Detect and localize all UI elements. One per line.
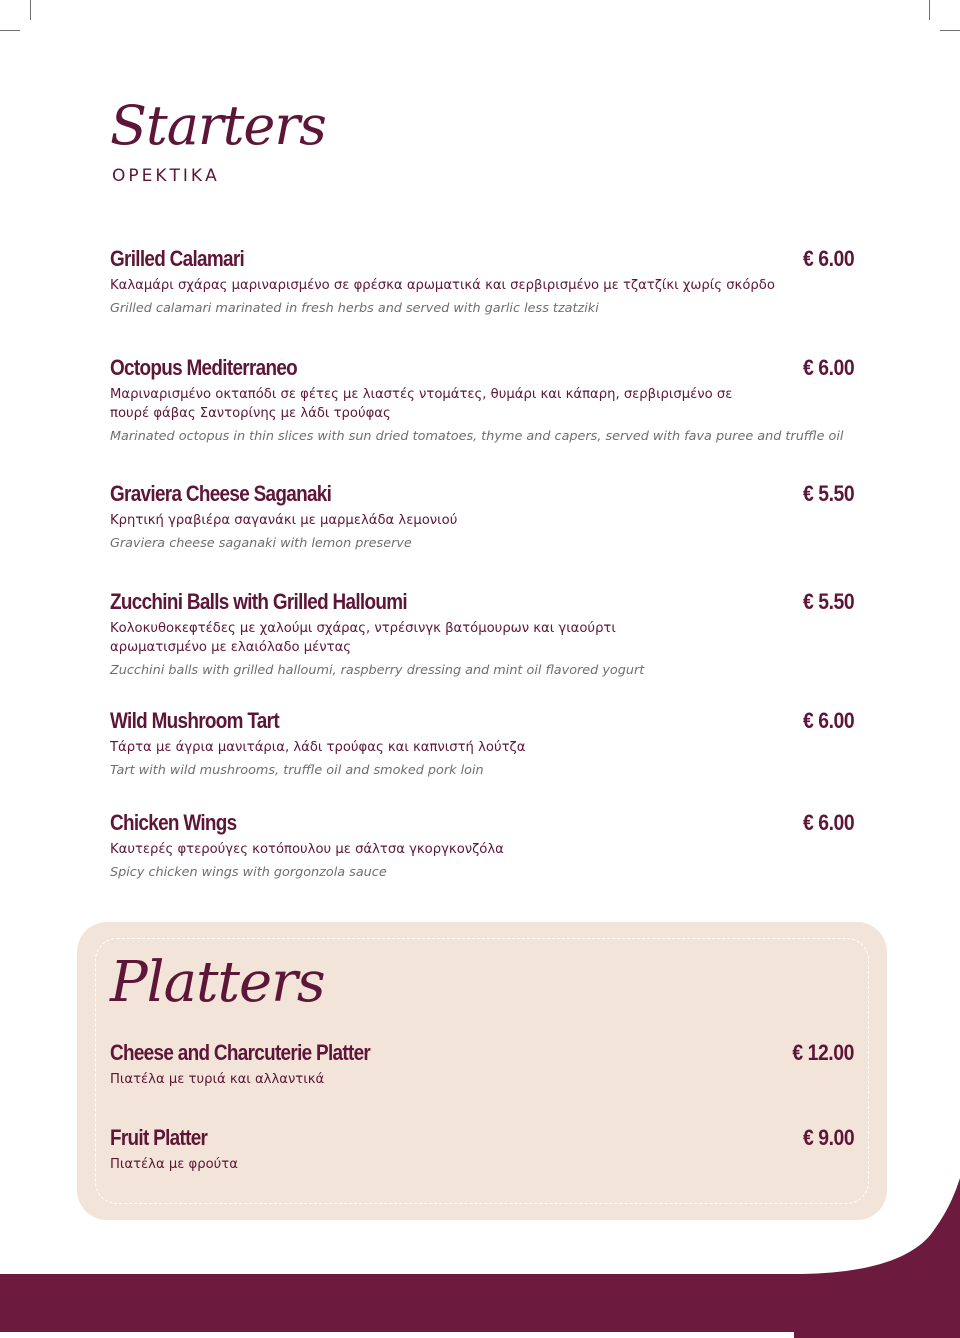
- item-price: € 6.00: [802, 810, 854, 835]
- item-desc-greek: Κρητική γραβιέρα σαγανάκι με μαρμελάδα λεμονιού: [110, 513, 458, 528]
- item-name: Grilled Calamari: [110, 246, 245, 271]
- item-price: € 6.00: [802, 355, 854, 380]
- item-desc-english: Spicy chicken wings with gorgonzola sauce: [110, 865, 387, 880]
- crop-mark: [0, 30, 20, 31]
- item-price: € 5.50: [802, 589, 854, 614]
- item-name: Wild Mushroom Tart: [110, 708, 279, 733]
- crop-mark: [929, 0, 930, 20]
- item-name: Octopus Mediterraneo: [110, 355, 298, 380]
- item-price: € 6.00: [802, 708, 854, 733]
- menu-item-chicken-wings: [110, 810, 854, 882]
- crop-mark: [30, 0, 31, 20]
- menu-item-wild-mushroom-tart: [110, 708, 854, 780]
- menu-item-zucchini-balls: [110, 589, 854, 680]
- menu-item-octopus-mediterraneo: [110, 355, 854, 446]
- menu-item-fruit-platter: [110, 1125, 854, 1174]
- item-desc-greek: Τάρτα με άγρια μανιτάρια, λάδι τρούφας και καπνιστή λούτζα: [110, 740, 526, 755]
- item-desc-greek: Κολοκυθοκεφτέδες με χαλούμι σχάρας, ντρέσινγκ βατόμουρων και γιαούρτι αρωματισμένο με ελαιόλαδο μέντας: [110, 621, 616, 655]
- item-price: € 6.00: [802, 246, 854, 271]
- item-desc-english: Graviera cheese saganaki with lemon preserve: [110, 536, 412, 551]
- menu-item-graviera-saganaki: [110, 481, 854, 553]
- item-name: Cheese and Charcuterie Platter: [110, 1040, 371, 1065]
- item-desc-greek: Καυτερές φτερούγες κοτόπουλου με σάλτσα γκοργκονζόλα: [110, 842, 504, 857]
- menu-item-grilled-calamari: [110, 246, 854, 318]
- item-price: € 9.00: [802, 1125, 854, 1150]
- item-price: € 5.50: [802, 481, 854, 506]
- crop-mark: [940, 30, 960, 31]
- item-desc-greek: Καλαμάρι σχάρας μαριναρισμένο σε φρέσκα αρωματικά και σερβιρισμένο με τζατζίκι χωρίς σκόρδο: [110, 278, 775, 293]
- platters-title: Platters: [110, 950, 325, 1015]
- item-name: Zucchini Balls with Grilled Halloumi: [110, 589, 407, 614]
- footer-bar: [0, 1274, 960, 1332]
- item-desc-greek: Πιατέλα με φρούτα: [110, 1157, 238, 1172]
- item-price: € 12.00: [792, 1040, 854, 1065]
- item-desc-greek: Μαριναρισμένο οκταπόδι σε φέτες με λιαστές ντομάτες, θυμάρι και κάπαρη, σερβιρισμένο σε πουρέ φάβας Σαντορίνης με λάδι τρούφας: [110, 387, 733, 421]
- item-name: Graviera Cheese Saganaki: [110, 481, 332, 506]
- starters-title: Starters: [110, 94, 326, 157]
- starters-subtitle: ΟΡΕΚΤΙΚΑ: [112, 166, 220, 186]
- item-desc-english: Marinated octopus in thin slices with sun dried tomatoes, thyme and capers, served with fava puree and truffle oil: [110, 429, 844, 444]
- item-desc-english: Tart with wild mushrooms, truffle oil and smoked pork loin: [110, 763, 484, 778]
- item-desc-english: Zucchini balls with grilled halloumi, raspberry dressing and mint oil flavored yogurt: [110, 663, 645, 678]
- item-name: Fruit Platter: [110, 1125, 208, 1150]
- item-desc-english: Grilled calamari marinated in fresh herbs and served with garlic less tzatziki: [110, 301, 599, 316]
- menu-item-cheese-charcuterie-platter: [110, 1040, 854, 1089]
- item-name: Chicken Wings: [110, 810, 237, 835]
- item-desc-greek: Πιατέλα με τυριά και αλλαντικά: [110, 1072, 325, 1087]
